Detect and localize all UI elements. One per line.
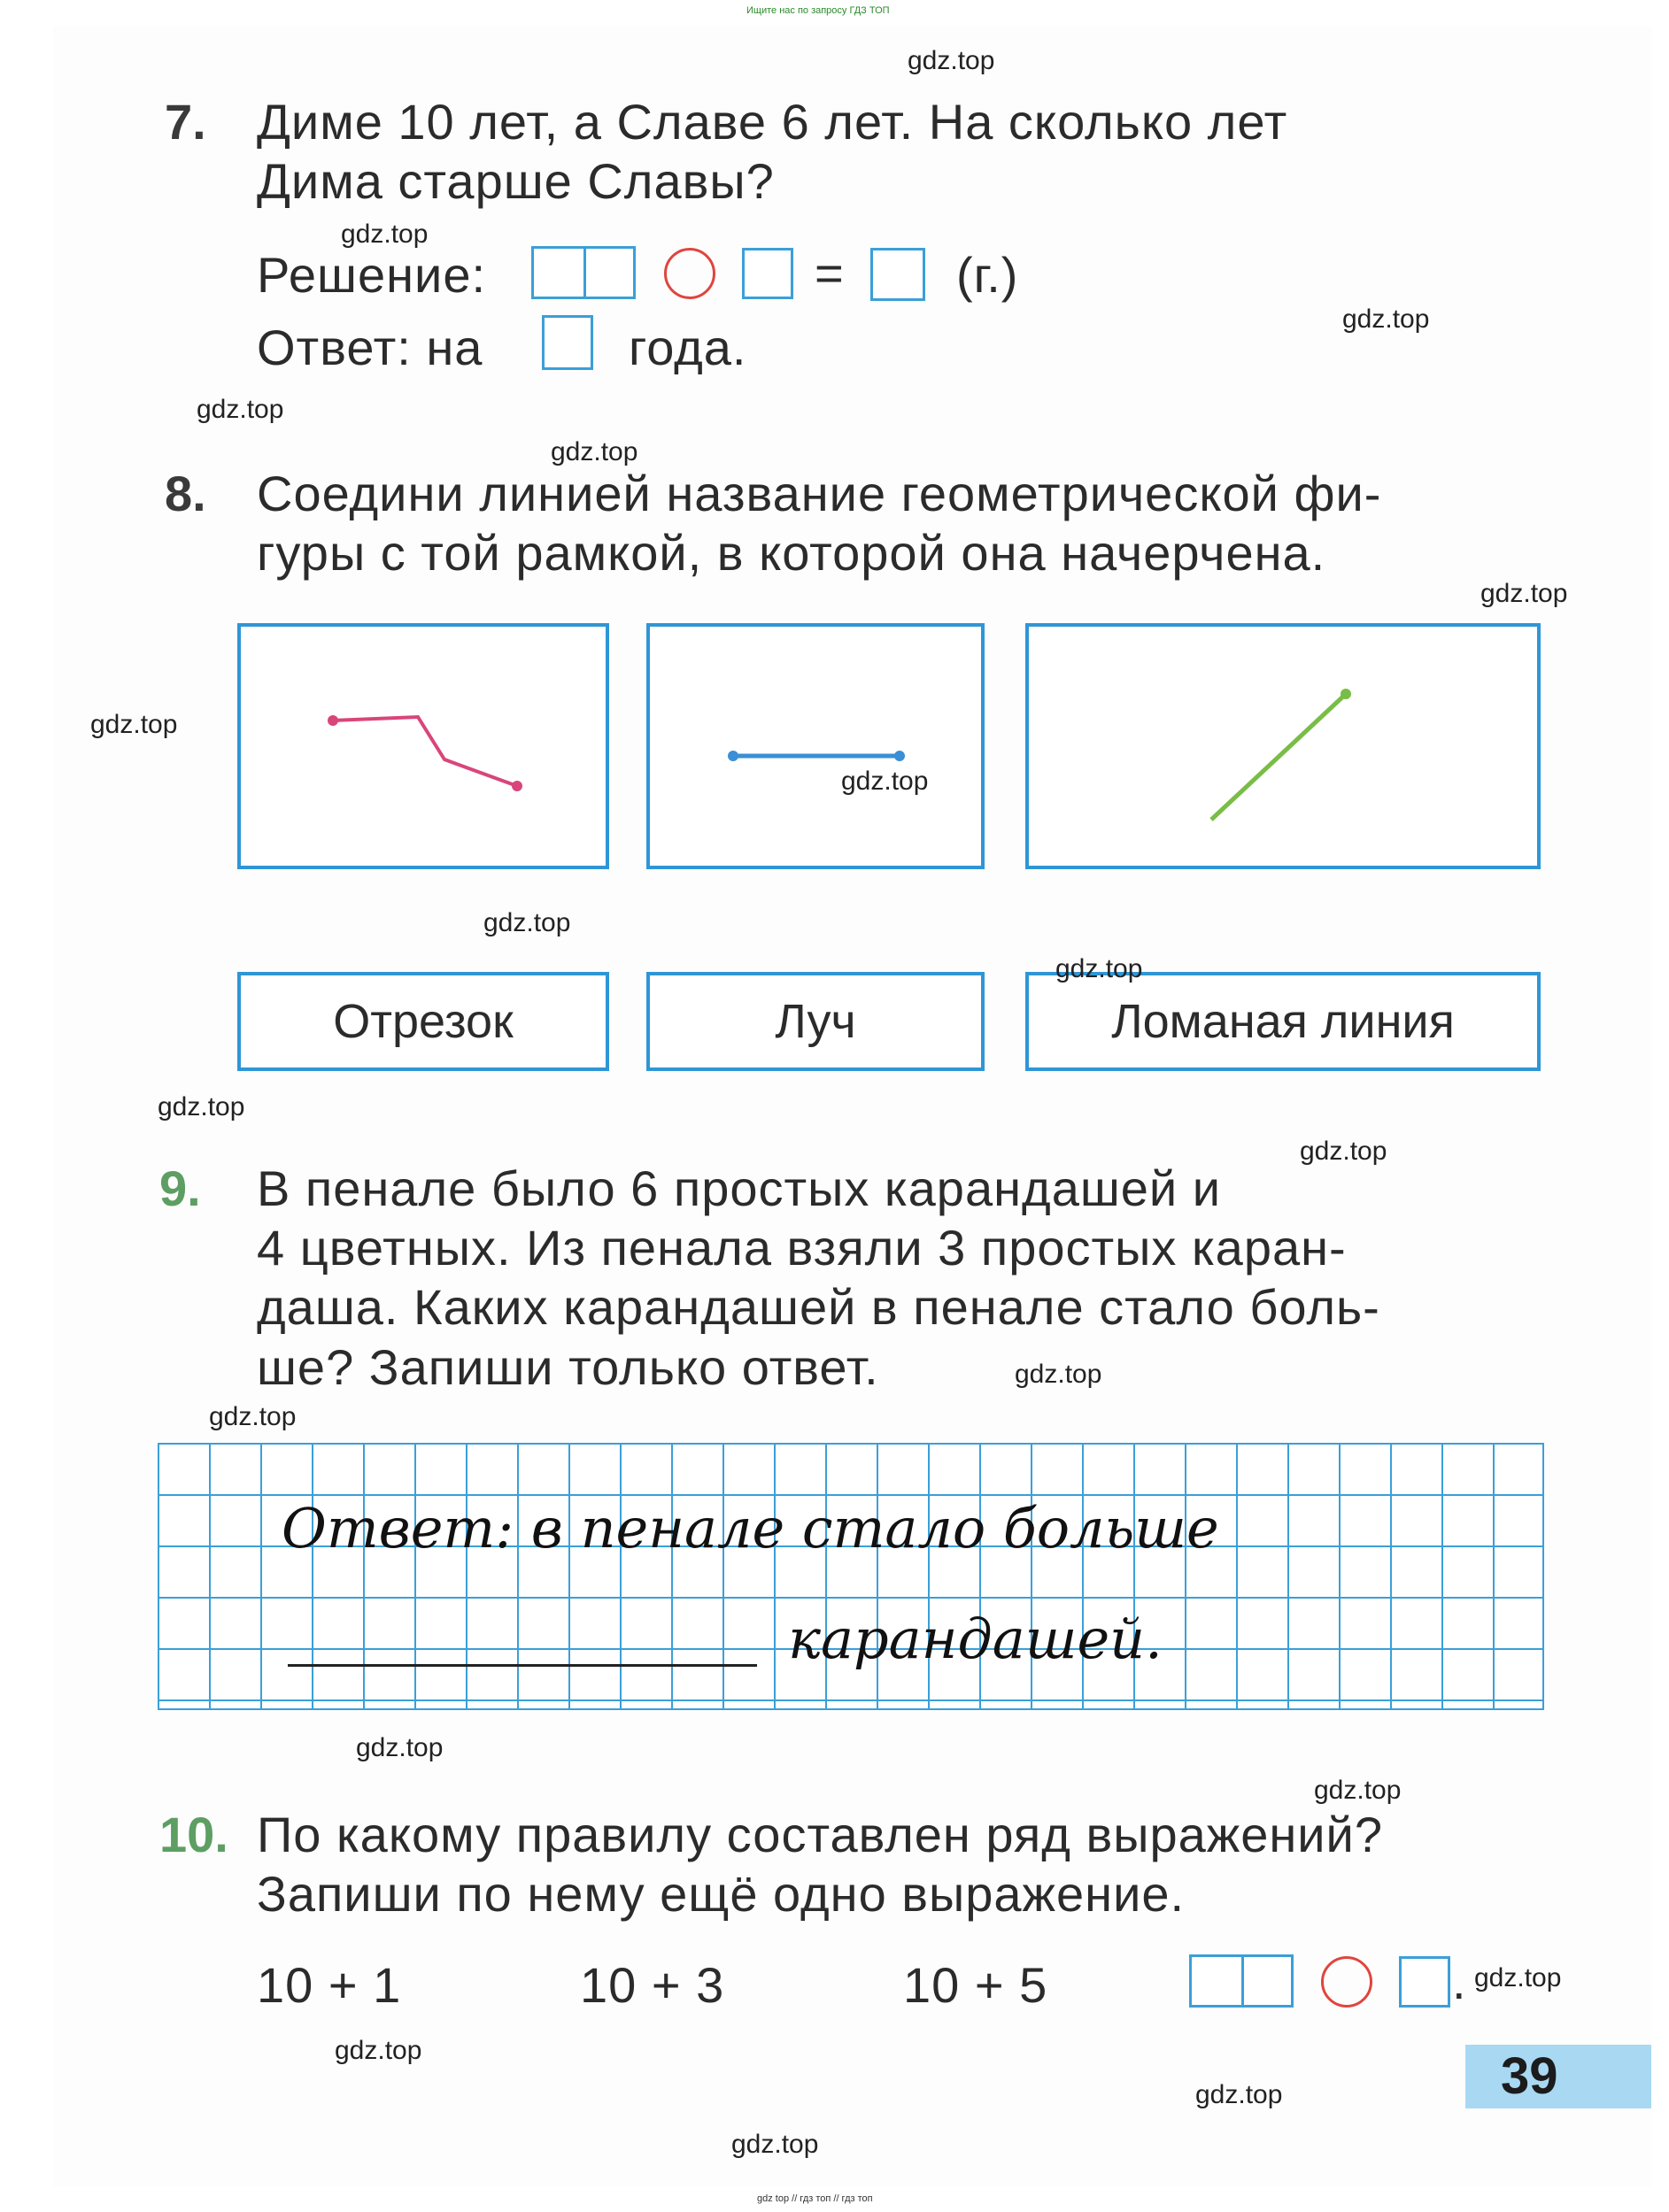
task7-answer-suffix: года. bbox=[629, 320, 747, 375]
task7-answer-prefix: Ответ: на bbox=[257, 320, 483, 375]
watermark: gdz.top bbox=[90, 710, 178, 739]
segment-figure bbox=[650, 627, 981, 866]
watermark: gdz.top bbox=[158, 1092, 245, 1121]
task8-number: 8. bbox=[165, 466, 206, 521]
watermark: gdz.top bbox=[731, 2130, 819, 2159]
watermark: gdz.top bbox=[483, 908, 571, 937]
watermark: gdz.top bbox=[1015, 1360, 1102, 1389]
answer-box-two-digit[interactable] bbox=[531, 246, 636, 299]
task7-line2: Дима старше Славы? bbox=[257, 153, 775, 209]
task7-solution-label: Решение: bbox=[257, 247, 487, 303]
task9-line1: В пенале было 6 простых карандашей и bbox=[257, 1160, 1222, 1216]
bottom-note: gdz top // гдз топ // гдз топ bbox=[757, 2193, 873, 2204]
handwritten-answer-line2: карандашей. bbox=[788, 1607, 1163, 1671]
task10-line1: По какому правилу составлен ряд выражений? bbox=[257, 1807, 1383, 1862]
task9-line3: даша. Каких карандашей в пенале стало боль- bbox=[257, 1279, 1380, 1335]
label-polyline[interactable]: Ломаная линия bbox=[1025, 972, 1541, 1071]
new-expression-two-digit-box[interactable] bbox=[1189, 1954, 1294, 2008]
watermark: gdz.top bbox=[1480, 579, 1568, 608]
task8-line2: гуры с той рамкой, в которой она начерчена. bbox=[257, 525, 1326, 581]
answer-blank-line bbox=[288, 1664, 757, 1667]
watermark: gdz.top bbox=[335, 2036, 422, 2065]
expression-2: 10 + 3 bbox=[580, 1957, 725, 2013]
expression-1: 10 + 1 bbox=[257, 1957, 402, 2013]
expression-3: 10 + 5 bbox=[903, 1957, 1048, 2013]
page-number: 39 bbox=[1465, 2045, 1651, 2108]
task10-line2: Запиши по нему ещё одно выражение. bbox=[257, 1866, 1186, 1922]
answer-box-single[interactable] bbox=[742, 248, 793, 299]
task9-line4: ше? Запиши только ответ. bbox=[257, 1339, 879, 1395]
equals-sign: = bbox=[815, 245, 845, 301]
operation-circle[interactable] bbox=[664, 248, 715, 299]
top-note: Ищите нас по запросу ГДЗ ТОП bbox=[746, 5, 890, 16]
label-ray[interactable]: Луч bbox=[646, 972, 985, 1071]
figure-frame-polyline[interactable] bbox=[237, 623, 609, 869]
watermark: gdz.top bbox=[197, 395, 284, 424]
box-divider bbox=[1241, 1957, 1244, 2005]
watermark: gdz.top bbox=[551, 437, 638, 466]
watermark: gdz.top bbox=[209, 1402, 297, 1431]
unit-label: (г.) bbox=[956, 247, 1019, 303]
polyline-figure bbox=[241, 627, 606, 866]
handwritten-answer-line1: Ответ: в пенале стало больше bbox=[282, 1496, 1219, 1561]
result-box[interactable] bbox=[870, 248, 925, 301]
figure-frame-ray[interactable] bbox=[1025, 623, 1541, 869]
watermark: gdz.top bbox=[1314, 1776, 1402, 1805]
figure-frame-segment[interactable] bbox=[646, 623, 985, 869]
new-expression-operation-circle[interactable] bbox=[1321, 1956, 1372, 2008]
task7-number: 7. bbox=[165, 94, 206, 150]
task8-line1: Соедини линией название геометрической фи- bbox=[257, 466, 1382, 521]
watermark: gdz.top bbox=[1342, 304, 1430, 334]
box-divider bbox=[583, 249, 586, 297]
watermark: gdz.top bbox=[356, 1733, 444, 1762]
label-segment[interactable]: Отрезок bbox=[237, 972, 609, 1071]
task9-number: 9. bbox=[159, 1160, 201, 1216]
new-expression-single-box[interactable] bbox=[1399, 1956, 1450, 2008]
task7-line1: Диме 10 лет, а Славе 6 лет. На сколько лет bbox=[257, 94, 1288, 150]
watermark: gdz.top bbox=[841, 767, 929, 796]
task9-line2: 4 цветных. Из пенала взяли 3 простых каран- bbox=[257, 1220, 1347, 1276]
watermark: gdz.top bbox=[1300, 1137, 1387, 1166]
ray-figure bbox=[1029, 627, 1537, 866]
watermark: gdz.top bbox=[1195, 2080, 1283, 2109]
watermark: gdz.top bbox=[1474, 1963, 1562, 1992]
watermark: gdz.top bbox=[341, 220, 429, 249]
watermark: gdz.top bbox=[908, 46, 995, 75]
task10-number: 10. bbox=[159, 1807, 228, 1862]
tail-dot: . bbox=[1452, 1954, 1467, 2009]
answer-years-box[interactable] bbox=[542, 315, 593, 370]
watermark: gdz.top bbox=[1055, 954, 1143, 983]
